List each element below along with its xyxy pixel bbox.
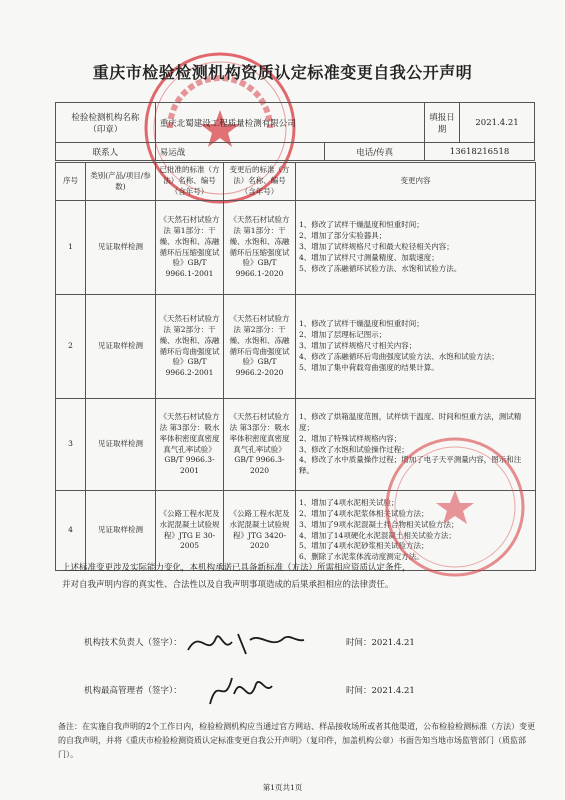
fill-date: 2021.4.21 <box>460 103 535 143</box>
tech-time-prefix: 时间： <box>346 638 372 648</box>
contact-label: 联系人 <box>56 143 156 161</box>
col-header-no: 序号 <box>56 163 86 201</box>
change-item: 5、增加了4项水泥砂浆相关试验方法； <box>299 541 429 551</box>
org-name-label-cell <box>56 103 156 143</box>
change-item: 2、增加了部分实验器具； <box>299 231 387 241</box>
change-item: 3、增加了试样规格尺寸和最大粒径相关内容； <box>299 242 454 252</box>
change-item: 4、修改了水中质量操作过程；增加了电子天平测量内容，图示和注释。 <box>299 455 522 476</box>
commitment-statement <box>62 560 532 594</box>
top-time-prefix: 时间： <box>346 686 372 696</box>
row-category: 见证取样检测 <box>86 201 156 295</box>
statement-line-1: 上述标准变更涉及实际能力变化，本机构承诺已具备新标准（方法）所需相应资质认定条件， <box>62 563 411 573</box>
org-name: 重庆北蜀建设工程质量检测有限公司 <box>155 103 424 143</box>
change-item: 3、增加了试样规格尺寸相关内容； <box>299 341 417 351</box>
seal-label: （印章） <box>88 124 123 135</box>
row-old-standard: 《公路工程水泥及水泥混凝土试验规程》JTG E 30-2005 <box>156 491 224 571</box>
change-item: 3、增加了9项水泥混凝土拌合物相关试验方法； <box>299 519 459 529</box>
info-table <box>55 102 535 143</box>
row-old-standard: 《天然石材试验方法 第1部分：干燥、水饱和、冻融循环后压缩强度试验》GB/T 9966.1-2001 <box>156 201 224 295</box>
tech-time-value: 2021.4.21 <box>371 638 415 648</box>
row-old-standard: 《天然石材试验方法 第2部分：干燥、水饱和、冻融循环后弯曲强度试验》GB/T 9966.2-2001 <box>156 295 224 399</box>
row-no: 2 <box>56 295 86 399</box>
change-item: 1、修改了试样干燥温度和恒重时间； <box>299 220 424 230</box>
tech-signature <box>180 620 310 664</box>
statement-line-2: 并对自我声明内容的真实性、合法性以及自我声明事项造成的后果承担相应的法律责任。 <box>62 580 394 590</box>
row-category: 见证取样检测 <box>86 295 156 399</box>
change-item: 1、增加了4项水泥相关试验； <box>299 497 399 507</box>
change-item: 5、修改了冻融循环试验方法、水饱和试验方法。 <box>299 263 462 273</box>
change-item: 2、增加了4项水泥浆体相关试验方法； <box>299 508 429 518</box>
page-number: 第1页共1页 <box>262 783 303 792</box>
phone-value: 13618216518 <box>425 143 535 161</box>
row-new-standard: 《天然石材试验方法 第2部分：干燥、水饱和、冻融循环后弯曲强度试验》GB/T 9966.2-2020 <box>224 295 296 399</box>
change-item: 3、修改了水饱和试验操作过程； <box>299 444 409 454</box>
top-manager-label: 机构最高管理者（签字）： <box>84 686 182 696</box>
row-old-standard: 《天然石材试验方法 第3部分：吸水率体积密度真密度真气孔率试验》GB/T 9966.3-2001 <box>156 399 224 491</box>
col-header-category: 类别(产品/项目/参数) <box>86 163 156 201</box>
row-category: 见证取样检测 <box>86 399 156 491</box>
footnote: 备注：在实施自我声明的2个工作日内，检验检测机构应当通过官方网站、样品接收场所或者其他渠道，公布检验检测标准（方法）变更的自我声明，并将《重庆市检验检测资质认定标准变更自我公开声明》（复印件，加盖机构公章）书面告知当地市场监管部门（质监部门）。 <box>58 722 536 759</box>
change-item: 2、增加了特殊试样规格内容； <box>299 433 402 443</box>
tech-time-label <box>346 636 415 648</box>
contact-table <box>55 142 535 161</box>
row-changes <box>296 295 536 399</box>
row-new-standard: 《公路工程水泥及水泥混凝土试验规程》JTG 3420-2020 <box>224 491 296 571</box>
top-time-label <box>346 684 415 696</box>
table-row <box>56 295 536 399</box>
col-header-old-standard: 已批准的标准（方法）名称、编号（含年号） <box>156 163 224 201</box>
col-header-new-standard: 变更后的标准（方法）名称、编号（含年号） <box>224 163 296 201</box>
row-no: 3 <box>56 399 86 491</box>
table-row <box>56 201 536 295</box>
row-category: 见证取样检测 <box>86 491 156 571</box>
change-item: 4、增加了14项硬化水泥混凝土相关试验方法； <box>299 530 456 540</box>
row-no: 4 <box>56 491 86 571</box>
phone-label: 电话/传真 <box>325 143 425 161</box>
change-item: 4、修改了冻融循环后弯曲强度试验方法、水饱和试验方法； <box>299 351 499 361</box>
tech-signer-label: 机构技术负责人（签字）： <box>84 638 182 648</box>
row-new-standard: 《天然石材试验方法 第1部分：干燥、水饱和、冻融循环后压缩强度试验》GB/T 9966.1-2020 <box>224 201 296 295</box>
contact-name: 易运战 <box>155 143 325 161</box>
top-manager-signature <box>200 664 280 716</box>
change-item: 5、增加了集中荷载弯曲强度的结果计算。 <box>299 362 439 372</box>
col-header-changes: 变更内容 <box>296 163 536 201</box>
change-item: 6、删除了水泥浆体流动度测定方法。 <box>299 552 424 562</box>
change-item: 1、修改了烘箱温度范围，试样烘干温度、时间和恒重方法，测试精度； <box>299 411 522 432</box>
org-label: 检验检测机构名称 <box>71 112 140 123</box>
table-header-row <box>56 163 536 201</box>
row-changes <box>296 201 536 295</box>
change-item: 4、增加了试样尺寸测量精度、加载速度； <box>299 252 439 262</box>
change-item: 2、增加了层理标记图示； <box>299 330 387 340</box>
change-item: 1、修改了试样干燥温度和恒重时间； <box>299 319 424 329</box>
top-time-value: 2021.4.21 <box>371 686 415 696</box>
row-new-standard: 《天然石材试验方法 第3部分：吸水率体积密度真密度真气孔率试验》GB/T 9966.3-2020 <box>224 399 296 491</box>
row-no: 1 <box>56 201 86 295</box>
fill-date-label: 填报日期 <box>425 103 460 143</box>
page-title: 重庆市检验检测机构资质认定标准变更自我公开声明 <box>92 63 473 82</box>
